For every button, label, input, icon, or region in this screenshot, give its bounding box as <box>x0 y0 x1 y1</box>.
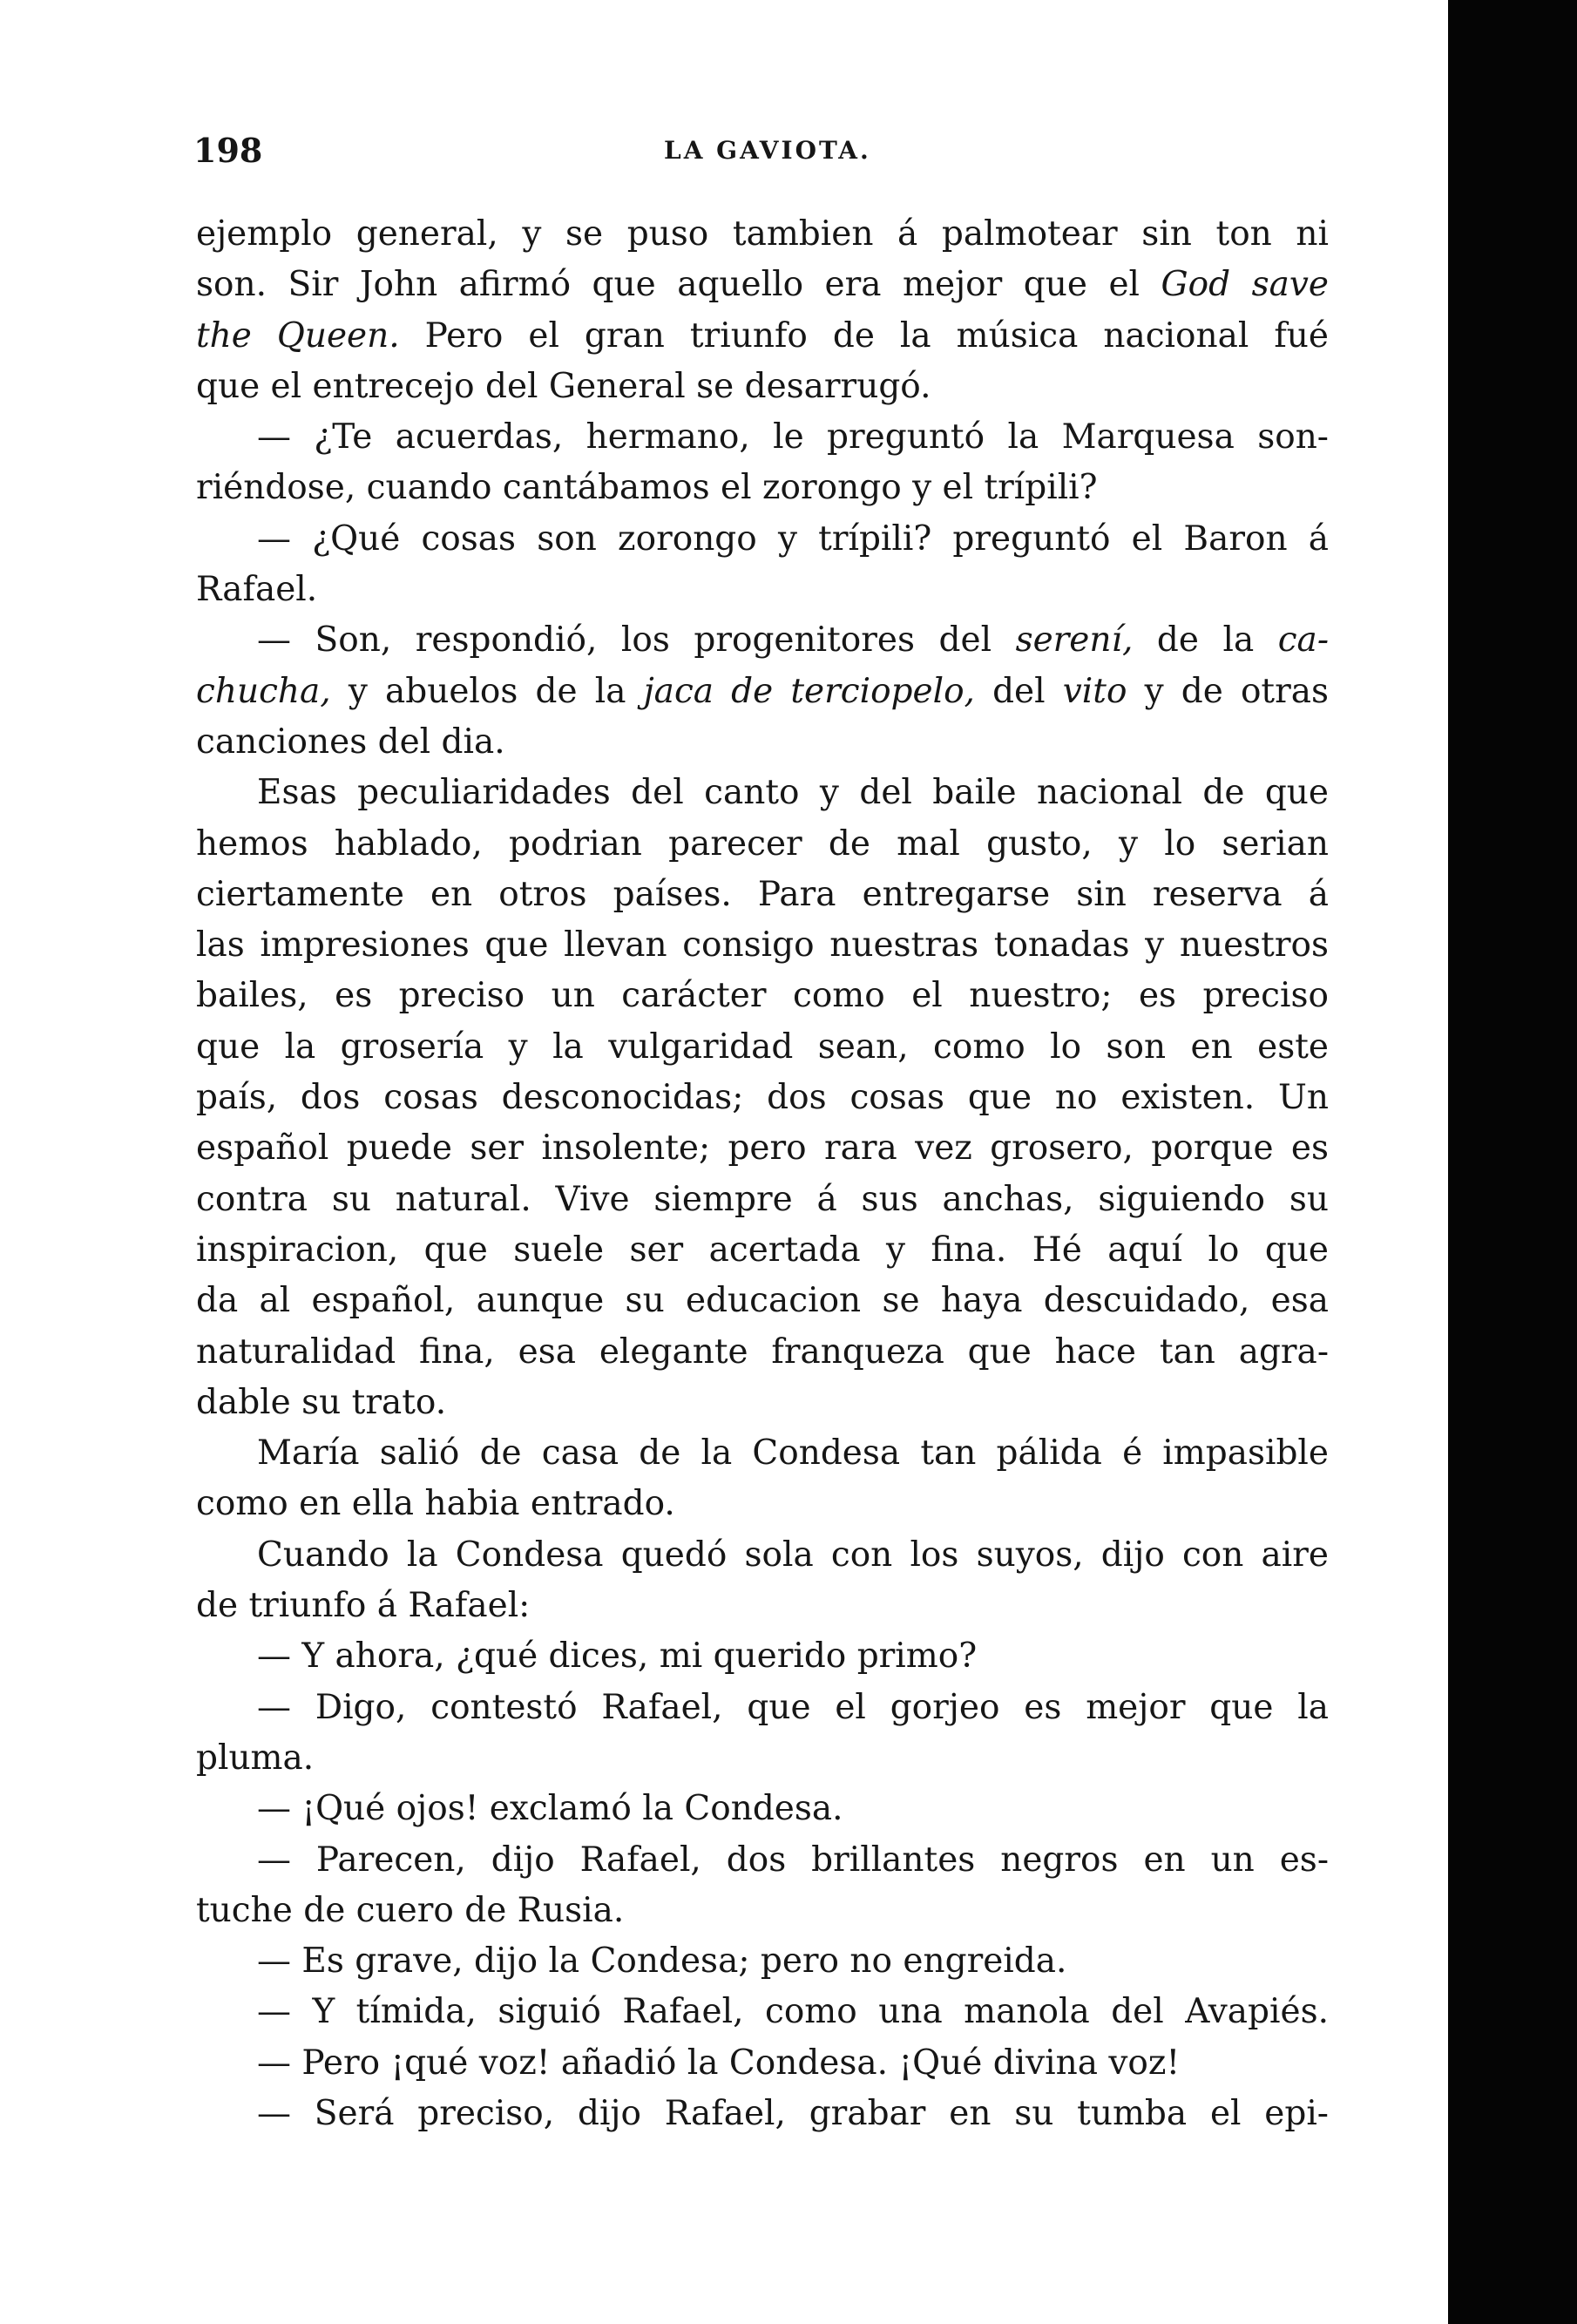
page-header <box>193 131 1326 174</box>
text-line: contra su natural. Vive siempre á sus anchas, siguiendo su <box>196 1179 1329 1219</box>
dialogue-line: — Es grave, dijo la Condesa; pero no engreida. <box>257 1941 1067 1982</box>
text-line: que la grosería y la vulgaridad sean, como lo son en este <box>196 1026 1329 1067</box>
dialogue-line: — Será preciso, dijo Rafael, grabar en su tumba el epi- <box>257 2093 1329 2133</box>
page-number: 198 <box>193 131 263 170</box>
dialogue-line: — Y tímida, siguió Rafael, como una manola del Avapiés. <box>257 1992 1329 2032</box>
paragraph-start: María salió de casa de la Condesa tan pálida é impasible <box>257 1433 1329 1474</box>
text-line: riéndose, cuando cantábamos el zorongo y el trípili? <box>196 468 1098 508</box>
text-line: canciones del dia. <box>196 722 505 762</box>
dialogue-line: — Y ahora, ¿qué dices, mi querido primo? <box>257 1636 978 1677</box>
text-line: ejemplo general, y se puso tambien á palmotear sin ton ni <box>196 214 1329 254</box>
text-line: las impresiones que llevan consigo nuestras tonadas y nuestros <box>196 925 1329 966</box>
dialogue-line: — ¿Qué cosas son zorongo y trípili? preguntó el Baron á <box>257 518 1329 559</box>
paragraph-start: Esas peculiaridades del canto y del baile nacional de que <box>257 773 1329 813</box>
text-line: hemos hablado, podrian parecer de mal gusto, y lo serian <box>196 823 1329 864</box>
text-line: español puede ser insolente; pero rara vez grosero, porque es <box>196 1128 1329 1169</box>
text-line: como en ella habia entrado. <box>196 1484 675 1524</box>
text-line: bailes, es preciso un carácter como el nuestro; es preciso <box>196 976 1329 1016</box>
dialogue-line: — ¡Qué ojos! exclamó la Condesa. <box>257 1789 843 1829</box>
text-line: son. Sir John afirmó que aquello era mejor que el God save <box>196 265 1329 305</box>
dialogue-line: — Parecen, dijo Rafael, dos brillantes negros en un es- <box>257 1840 1329 1880</box>
text-line: da al español, aunque su educacion se haya descuidado, esa <box>196 1281 1329 1321</box>
text-line: dable su trato. <box>196 1382 447 1422</box>
text-line: naturalidad fina, esa elegante franqueza que hace tan agra- <box>196 1331 1329 1372</box>
running-title: LA GAVIOTA. <box>664 136 871 165</box>
text-line: país, dos cosas desconocidas; dos cosas que no existen. Un <box>196 1078 1329 1118</box>
text-line: chucha, y abuelos de la jaca de terciopelo, del vito y de otras <box>196 671 1330 711</box>
text-line: the Queen. Pero el gran triunfo de la música nacional fué <box>196 315 1329 356</box>
dialogue-line: — Digo, contestó Rafael, que el gorjeo es mejor que la <box>257 1687 1329 1727</box>
text-line: Rafael. <box>196 570 318 610</box>
text-line: pluma. <box>196 1738 315 1778</box>
dialogue-line: — ¿Te acuerdas, hermano, le preguntó la Marquesa son- <box>257 417 1329 457</box>
scan-edge-border <box>1448 0 1577 2324</box>
body-text <box>196 209 1329 2139</box>
text-line: que el entrecejo del General se desarrugó. <box>196 366 931 406</box>
dialogue-line: — Pero ¡qué voz! añadió la Condesa. ¡Qué divina voz! <box>257 2043 1181 2083</box>
paragraph-start: Cuando la Condesa quedó sola con los suyos, dijo con aire <box>257 1535 1329 1575</box>
text-line: de triunfo á Rafael: <box>196 1586 531 1626</box>
dialogue-line: — Son, respondió, los progenitores del serení, de la ca- <box>257 620 1329 661</box>
text-line: inspiracion, que suele ser acertada y fina. Hé aquí lo que <box>196 1230 1329 1270</box>
text-line: tuche de cuero de Rusia. <box>196 1890 625 1930</box>
text-line: ciertamente en otros países. Para entregarse sin reserva á <box>196 874 1329 914</box>
